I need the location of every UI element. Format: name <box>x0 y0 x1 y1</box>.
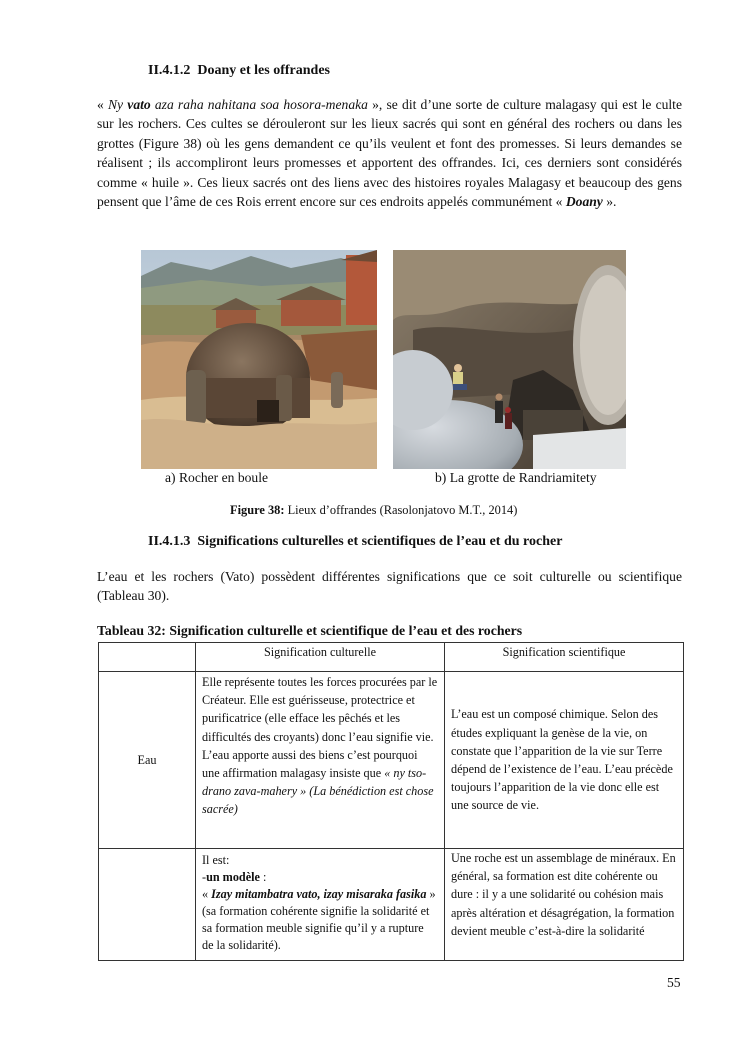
table-row-rocher <box>99 849 684 961</box>
paragraph-end: ». <box>602 194 617 210</box>
quote-rest: aza raha nahitana soa hosora-menaka <box>150 97 368 112</box>
figure-38-caption <box>230 503 517 518</box>
rock-model: un modèle <box>206 870 260 884</box>
doany-term: Doany <box>565 194 603 210</box>
table-header-row <box>99 643 684 672</box>
rock-quote-close: » <box>426 887 436 901</box>
doany-paragraph <box>97 95 682 211</box>
eau-cultural-italic: « ny tso-drano zava-mahery » (La bénédiction est chose sacrée) <box>202 766 434 817</box>
significations-paragraph: L’eau et les rochers (Vato) possèdent différentes significations que ce soit culturelle ou scientifique (Tableau 30). <box>97 569 682 604</box>
table-title: Tableau 32: Signification culturelle et scientifique de l’eau et des rochers <box>97 623 523 638</box>
quote-vato: vato <box>127 97 151 112</box>
figure-caption-a: a) Rocher en boule <box>165 470 269 485</box>
rock-colon: : <box>259 870 267 884</box>
page-number: 55 <box>667 975 681 990</box>
photo-rocher-en-boule <box>141 250 377 469</box>
figure-label: Figure 38: <box>230 503 285 517</box>
table-32 <box>98 642 684 961</box>
figure-caption-b: b) La grotte de Randriamitety <box>435 470 597 485</box>
figure-caption-text: Lieux d’offrandes (Rasolonjatovo M.T., 2014) <box>284 503 518 517</box>
table-header-empty <box>99 643 196 672</box>
table-header-culturelle: Signification culturelle <box>196 643 445 672</box>
quote-ny: Ny <box>107 97 128 112</box>
rock-dash: - <box>202 870 207 884</box>
cell-eau-scientifique: L’eau est un composé chimique. Selon des études expliquant la genèse de la vie, on constate que l’apparition de la vie sur Terre dépend de l’existence de l’eau. L’eau précède toujours l’apparition de la vie donc elle est une source de vie. <box>445 672 684 849</box>
section-heading-doany: II.4.1.2 Doany et les offrandes <box>148 63 330 78</box>
section-heading-significations: II.4.1.3 Significations culturelles et scientifiques de l’eau et du rocher <box>148 534 563 549</box>
quote-open: « <box>97 97 108 112</box>
cell-rocher-culturelle <box>196 849 445 961</box>
paragraph-main: », se dit d’une sorte de culture malagasy qui est le culte sur les rochers. Ces cultes se dérouleront sur les lieux sacrés qui sont en général des rochers ou dans les grottes (Figure 38) où les gens demandent ce qu’ils veulent et font des promesses. Si leurs demandes se réalisent ; ils accompliront leurs promesses et apportent des offrandes. Ici, ces derniers sont considérés comme « huile ». Ces lieux sacrés ont des liens avec des histoires royales Malagasy et beaucoup des gens pensent que l’âme de ces Rois errent encore sur ces endroits appelés communément « <box>97 97 682 210</box>
table-row-eau <box>99 672 684 849</box>
row-label-eau: Eau <box>99 672 196 849</box>
cell-eau-culturelle <box>196 672 445 849</box>
rock-rest: (sa formation cohérente signifie la solidarité et sa formation meuble signifie qu’il y a rupture de la solidarité). <box>202 904 430 952</box>
rock-proverb: Izay mitambatra vato, izay misaraka fasika <box>211 887 427 901</box>
rock-il-est: Il est: <box>202 853 230 867</box>
cell-rocher-scientifique: Une roche est un assemblage de minéraux. En général, sa formation est dite cohérente ou dure : il y a une solidarité ou cohésion mais après altération et désagrégation, la formation devient meuble c’est-à-dire la solidarité <box>445 849 684 961</box>
table-header-scientifique: Signification scientifique <box>445 643 684 672</box>
row-label-rocher <box>99 849 196 961</box>
rock-quote-open: « <box>202 887 212 901</box>
photo-grotte-randriamitety <box>393 250 626 469</box>
eau-cultural-text: Elle représente toutes les forces procurées par le Créateur. Elle est guérisseuse, protectrice et purificatrice (elle efface les pêchés et les difficultés des croyants) donc l’eau signifie vie. L’eau apporte aussi des biens c’est pourquoi une affirmation malagasy insiste que <box>202 675 438 781</box>
